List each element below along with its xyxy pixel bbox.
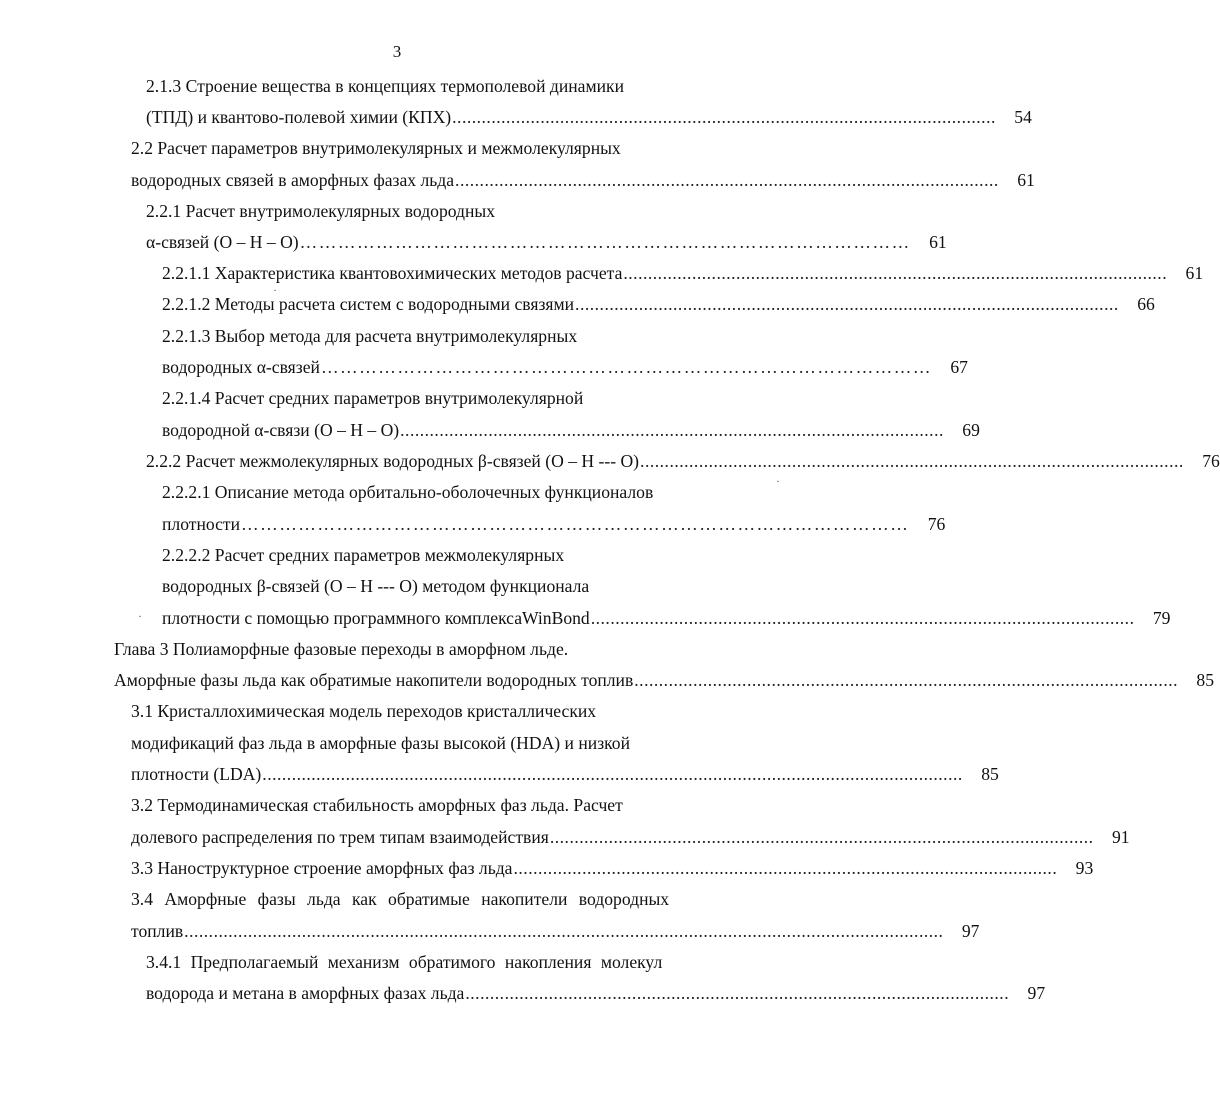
toc-entry-2-2-1[interactable] xyxy=(146,227,947,257)
toc-page-number: 97 xyxy=(1027,983,1046,1003)
toc-entry-3-2-line1: 3.2 Термодинамическая стабильность аморфных фаз льда. Расчет xyxy=(131,795,623,815)
dot-leader: …………………………………………………………………………………… xyxy=(320,357,932,377)
toc-entry-3-4-justified xyxy=(131,884,691,914)
toc-entry-title: 2.2.1.2 Методы расчета систем с водородными связями xyxy=(162,294,575,314)
dot-leader: ............................................................................................................... xyxy=(549,827,1094,847)
toc-entry-2-2-2-1[interactable] xyxy=(162,509,946,539)
dot-leader: ........................................................................................................................................................... xyxy=(184,921,944,941)
toc-entry-2-2-1-3-line1: 2.2.1.3 Выбор метода для расчета внутримолекулярных xyxy=(162,326,578,346)
dot-leader: ............................................................................................................... xyxy=(575,294,1119,314)
toc-entry-2-2-1-3[interactable] xyxy=(162,352,968,382)
toc-entry-2-2-2-2-line2: водородных β-связей (O – H --- O) методом функционала xyxy=(162,576,590,596)
scan-speck: · xyxy=(138,609,142,623)
toc-entry-title: плотности (LDA) xyxy=(131,764,262,784)
toc-entry-title: 2.2.2 Расчет межмолекулярных водородных β-связей (O – H --- O) xyxy=(146,451,640,471)
toc-page-number: 61 xyxy=(1017,170,1035,190)
toc-page-number: 54 xyxy=(1014,107,1032,127)
dot-leader: ............................................................................................................... xyxy=(455,170,999,190)
toc-entry-3-4[interactable] xyxy=(131,916,980,946)
dot-leader: …………………………………………………………………………………… xyxy=(299,232,911,252)
toc-entry-title: плотности с помощью программного комплексаWinBond xyxy=(162,608,590,628)
toc-entry-2-2-2[interactable] xyxy=(146,446,1220,476)
dot-leader: ............................................................................................................................................... xyxy=(262,764,963,784)
toc-page-number: 93 xyxy=(1075,858,1094,878)
toc-entry-3-4-line1 xyxy=(131,884,691,914)
toc-page-number: 61 xyxy=(1185,263,1204,283)
toc-entry-title: (ТПД) и квантово-полевой химии (КПХ) xyxy=(146,107,452,127)
dot-leader: ............................................................................................................... xyxy=(634,670,1179,690)
dot-leader: ............................................................................................................... xyxy=(623,263,1168,283)
toc-entry-title: долевого распределения по трем типам взаимодействия xyxy=(131,827,549,847)
toc-entry-title: водородных связей в аморфных фазах льда xyxy=(131,170,455,190)
toc-page-number: 85 xyxy=(1196,670,1215,690)
toc-entry-3-4-1-line1 xyxy=(146,947,662,977)
toc-page-number: 91 xyxy=(1111,827,1130,847)
toc-chapter-3[interactable] xyxy=(114,665,1215,695)
toc-entry-title: Аморфные фазы льда как обратимые накопители водородных топлив xyxy=(114,670,634,690)
toc-page-number: 69 xyxy=(962,420,980,440)
dot-leader: ............................................................................................................... xyxy=(400,420,944,440)
toc-entry-3-3[interactable] xyxy=(131,853,1094,883)
toc-entry-title: водородных α-связей xyxy=(162,357,320,377)
toc-entry-2-2-line1: 2.2 Расчет параметров внутримолекулярных и межмолекулярных xyxy=(131,138,621,158)
toc-entry-2-2-2-1-line1: 2.2.2.1 Описание метода орбитально-оболочечных функционалов xyxy=(162,482,654,502)
toc-entry-title: α-связей (O – H – O) xyxy=(146,232,299,252)
toc-entry-title: 3.4.1 Предполагаемый механизм обратимого накопления молекул xyxy=(146,952,663,972)
toc-entry-2-1-3[interactable] xyxy=(146,102,1032,132)
toc-entry-2-2-2-2-line1: 2.2.2.2 Расчет средних параметров межмолекулярных xyxy=(162,545,565,565)
toc-entry-3-1-line1: 3.1 Кристаллохимическая модель переходов кристаллических xyxy=(131,701,597,721)
toc-page-number: 97 xyxy=(961,921,980,941)
toc-entry-title: водорода и метана в аморфных фазах льда xyxy=(146,983,465,1003)
toc-chapter-3-line1: Глава 3 Полиаморфные фазовые переходы в аморфном льде. xyxy=(114,639,569,659)
toc-page-number: 76 xyxy=(927,514,946,534)
toc-entry-2-2-1-4-line1: 2.2.1.4 Расчет средних параметров внутримолекулярной xyxy=(162,388,584,408)
toc-entry-title: 3.4 Аморфные фазы льда как обратимые накопители водородных xyxy=(131,889,670,909)
toc-entry-2-2[interactable] xyxy=(131,165,1035,195)
toc-page-number: 85 xyxy=(981,764,999,784)
dot-leader: ............................................................................................................... xyxy=(513,858,1058,878)
dot-leader: ............................................................................................................... xyxy=(590,608,1135,628)
toc-entry-title: топлив xyxy=(131,921,184,941)
toc-entry-2-2-2-2[interactable] xyxy=(162,603,1171,633)
toc-entry-3-1-line2: модификаций фаз льда в аморфные фазы высокой (HDA) и низкой xyxy=(131,733,631,753)
toc-entry-2-2-1-4[interactable] xyxy=(162,415,980,445)
toc-page-number: 79 xyxy=(1152,608,1171,628)
toc-entry-3-2[interactable] xyxy=(131,822,1130,852)
page-number: 3 xyxy=(392,42,402,61)
dot-leader: …………………………………………………………………………………………… xyxy=(241,514,910,534)
toc-page-number: 76 xyxy=(1202,451,1220,471)
dot-leader: ............................................................................................................... xyxy=(465,983,1010,1003)
toc-page-number: 66 xyxy=(1137,294,1155,314)
dot-leader: ............................................................................................................... xyxy=(640,451,1184,471)
toc-entry-3-1[interactable] xyxy=(131,759,999,789)
toc-entry-title: водородной α-связи (O – H – O) xyxy=(162,420,400,440)
toc-page-number: 61 xyxy=(929,232,947,252)
toc-entry-title: плотности xyxy=(162,514,241,534)
toc-page-number: 67 xyxy=(950,357,968,377)
toc-entry-2-1-3-line1: 2.1.3 Строение вещества в концепциях термополевой динамики xyxy=(146,76,624,96)
scan-speck: · xyxy=(273,283,277,297)
toc-entry-3-4-1[interactable] xyxy=(146,978,1046,1008)
toc-entry-title: 2.2.1.1 Характеристика квантовохимических методов расчета xyxy=(162,263,623,283)
toc-entry-2-2-1-line1: 2.2.1 Расчет внутримолекулярных водородных xyxy=(146,201,496,221)
toc-entry-2-2-1-2[interactable] xyxy=(162,289,1155,319)
scan-speck: · xyxy=(776,474,780,488)
dot-leader: ............................................................................................................... xyxy=(452,107,996,127)
toc-entry-2-2-1-1[interactable] xyxy=(162,258,1204,288)
toc-entry-title: 3.3 Наноструктурное строение аморфных фаз льда xyxy=(131,858,513,878)
